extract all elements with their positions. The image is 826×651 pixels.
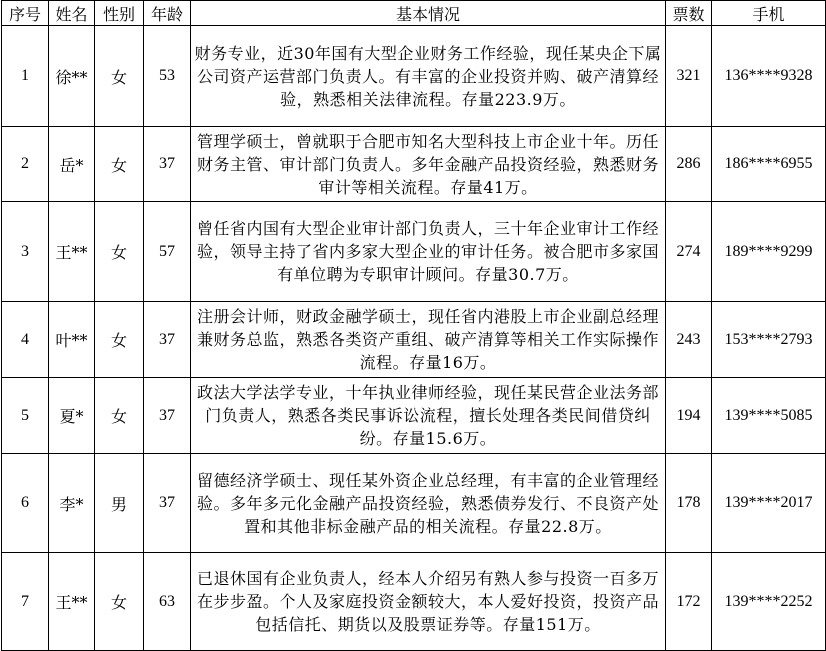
row-gender: 女: [95, 202, 144, 302]
row-age: 37: [144, 127, 191, 202]
row-age: 37: [144, 378, 191, 454]
row-votes: 286: [666, 127, 712, 202]
row-gender: 男: [95, 454, 144, 553]
header-info: 基本情况: [191, 1, 666, 26]
row-index: 3: [2, 202, 49, 302]
header-gender: 性别: [95, 1, 144, 26]
row-votes: 178: [666, 454, 712, 553]
row-phone: 189****9299: [712, 202, 826, 302]
row-index: 4: [2, 302, 49, 378]
row-phone: 139****2017: [712, 454, 826, 553]
header-age: 年龄: [144, 1, 191, 26]
table-row: [2, 127, 826, 202]
table-row: [2, 553, 826, 651]
row-info: 管理学硕士，曾就职于合肥市知名大型科技上市企业十年。历任财务主管、审计部门负责人。多年金融产品投资经验，熟悉财务审计等相关流程。存量41万。: [191, 127, 666, 202]
row-info: 政法大学法学专业，十年执业律师经验，现任某民营企业法务部门负责人，熟悉各类民事诉讼流程，擅长处理各类民间借贷纠纷。存量15.6万。: [191, 378, 666, 454]
header-phone: 手机: [712, 1, 826, 26]
row-age: 37: [144, 302, 191, 378]
row-index: 2: [2, 127, 49, 202]
header-votes: 票数: [666, 1, 712, 26]
row-name: 徐**: [49, 26, 95, 127]
table-row: [2, 302, 826, 378]
row-name: 王**: [49, 202, 95, 302]
row-votes: 243: [666, 302, 712, 378]
row-phone: 139****2252: [712, 553, 826, 651]
row-info: 已退休国有企业负责人，经本人介绍另有熟人参与投资一百多万在步步盈。个人及家庭投资金额较大，本人爱好投资，投资产品包括信托、期货以及股票证券等。存量151万。: [191, 553, 666, 651]
header-name: 姓名: [49, 1, 95, 26]
row-age: 57: [144, 202, 191, 302]
row-phone: 153****2793: [712, 302, 826, 378]
row-phone: 186****6955: [712, 127, 826, 202]
row-name: 岳*: [49, 127, 95, 202]
row-info: 留德经济学硕士、现任某外资企业总经理，有丰富的企业管理经验。多年多元化金融产品投资经验，熟悉债券发行、不良资产处置和其他非标金融产品的相关流程。存量22.8万。: [191, 454, 666, 553]
row-info: 注册会计师，财政金融学硕士，现任省内港股上市企业副总经理兼财务总监，熟悉各类资产重组、破产清算等相关工作实际操作流程。存量16万。: [191, 302, 666, 378]
row-index: 5: [2, 378, 49, 454]
candidate-table: [1, 0, 826, 651]
row-gender: 女: [95, 26, 144, 127]
table-row: [2, 378, 826, 454]
header-index: 序号: [2, 1, 49, 26]
row-name: 李*: [49, 454, 95, 553]
table-row: [2, 454, 826, 553]
row-info: 曾任省内国有大型企业审计部门负责人，三十年企业审计工作经验，领导主持了省内多家大型企业的审计任务。被合肥市多家国有单位聘为专职审计顾问。存量30.7万。: [191, 202, 666, 302]
row-votes: 274: [666, 202, 712, 302]
row-gender: 女: [95, 127, 144, 202]
row-gender: 女: [95, 302, 144, 378]
row-name: 王**: [49, 553, 95, 651]
row-index: 6: [2, 454, 49, 553]
row-name: 夏*: [49, 378, 95, 454]
table-row: [2, 26, 826, 127]
row-phone: 136****9328: [712, 26, 826, 127]
row-age: 53: [144, 26, 191, 127]
row-name: 叶**: [49, 302, 95, 378]
row-index: 1: [2, 26, 49, 127]
row-votes: 172: [666, 553, 712, 651]
row-gender: 女: [95, 553, 144, 651]
row-info: 财务专业，近30年国有大型企业财务工作经验，现任某央企下属公司资产运营部门负责人。有丰富的企业投资并购、破产清算经验，熟悉相关法律流程。存量223.9万。: [191, 26, 666, 127]
row-age: 37: [144, 454, 191, 553]
row-phone: 139****5085: [712, 378, 826, 454]
row-votes: 194: [666, 378, 712, 454]
row-age: 63: [144, 553, 191, 651]
row-index: 7: [2, 553, 49, 651]
table-row: [2, 202, 826, 302]
row-gender: 女: [95, 378, 144, 454]
header-row: [2, 1, 826, 26]
row-votes: 321: [666, 26, 712, 127]
